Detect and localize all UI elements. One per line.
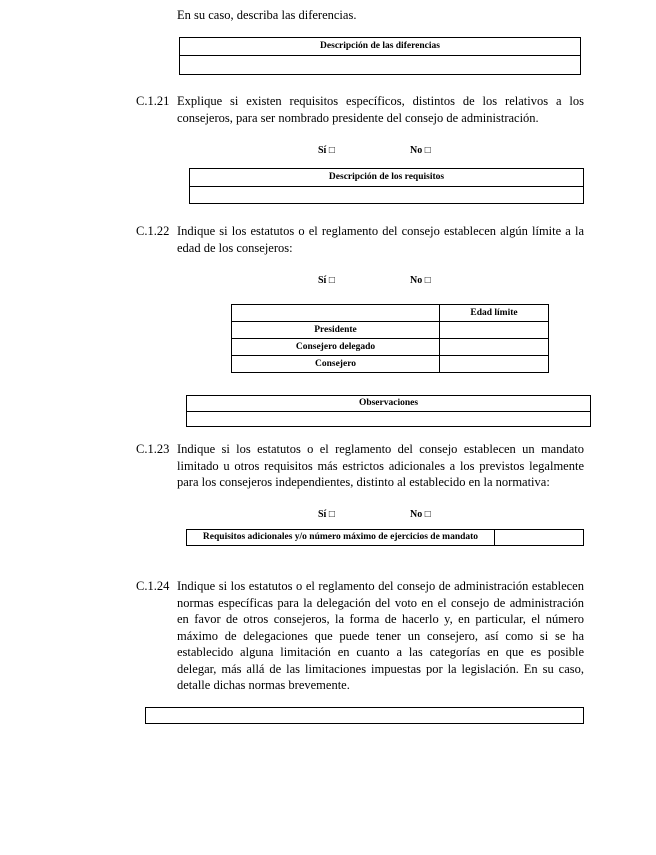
- c121-requirements-table: [189, 168, 584, 204]
- differences-table-header: Descripción de las diferencias: [180, 38, 580, 56]
- c122-age-limit-table: [231, 304, 549, 373]
- c122-text: Indique si los estatutos o el reglamento del consejo establecen algún límite a la edad de los consejeros:: [177, 224, 584, 255]
- c123-table-label: Requisitos adicionales y/o número máximo de ejercicios de mandato: [187, 530, 495, 545]
- age-row-value[interactable]: [440, 322, 549, 339]
- c123-no-option[interactable]: No □: [410, 509, 431, 520]
- c121-text: Explique si existen requisitos específicos, distintos de los relativos a los consejeros, para ser nombrado presidente del consejo de administración.: [177, 94, 584, 125]
- c124-answer-box[interactable]: [145, 707, 584, 724]
- c123-table-cell[interactable]: [495, 530, 583, 545]
- c121-table-cell[interactable]: [190, 187, 583, 204]
- c123-number: C.1.23: [136, 442, 170, 456]
- c121-no-option[interactable]: No □: [410, 145, 431, 156]
- c123-text: Indique si los estatutos o el reglamento del consejo establecen un mandato limitado u otros requisitos más estrictos adicionales a los previstos legalmente para los consejeros independientes, distinto al establecido en la normativa:: [177, 442, 584, 489]
- observations-cell[interactable]: [187, 412, 590, 427]
- age-row-label: Consejero: [232, 356, 440, 373]
- c123-requirements-table: [186, 529, 584, 546]
- c122-no-option[interactable]: No □: [410, 275, 431, 286]
- age-table-corner: [232, 305, 440, 322]
- observations-header: Observaciones: [187, 396, 590, 412]
- c122-observations-table: [186, 395, 591, 427]
- age-table-header: Edad límite: [440, 305, 549, 322]
- c121-yes-option[interactable]: Sí □: [318, 145, 335, 156]
- differences-table: [179, 37, 581, 75]
- c122-number: C.1.22: [136, 224, 170, 238]
- c121-table-header: Descripción de los requisitos: [190, 169, 583, 187]
- age-row-value[interactable]: [440, 339, 549, 356]
- age-row-label: Presidente: [232, 322, 440, 339]
- c121-number: C.1.21: [136, 94, 170, 108]
- c124-text: Indique si los estatutos o el reglamento del consejo de administración establecen normas específicas para la delegación del voto en el consejo de administración en favor de otros consejeros, la forma de hacerlo y, en particular, el número máximo de delegaciones que puede tener un consejero, así como si se ha establecido alguna limitación en cuanto a las categorías en que es posible delegar, más allá de las limitaciones impuestas por la legislación. En su caso, detalle dichas normas brevemente.: [177, 579, 584, 692]
- age-row-label: Consejero delegado: [232, 339, 440, 356]
- c124-number: C.1.24: [136, 579, 170, 593]
- c122-yes-option[interactable]: Sí □: [318, 275, 335, 286]
- age-row-value[interactable]: [440, 356, 549, 373]
- differences-table-cell[interactable]: [180, 56, 580, 75]
- c123-yes-option[interactable]: Sí □: [318, 509, 335, 520]
- intro-text: En su caso, describa las diferencias.: [177, 8, 357, 22]
